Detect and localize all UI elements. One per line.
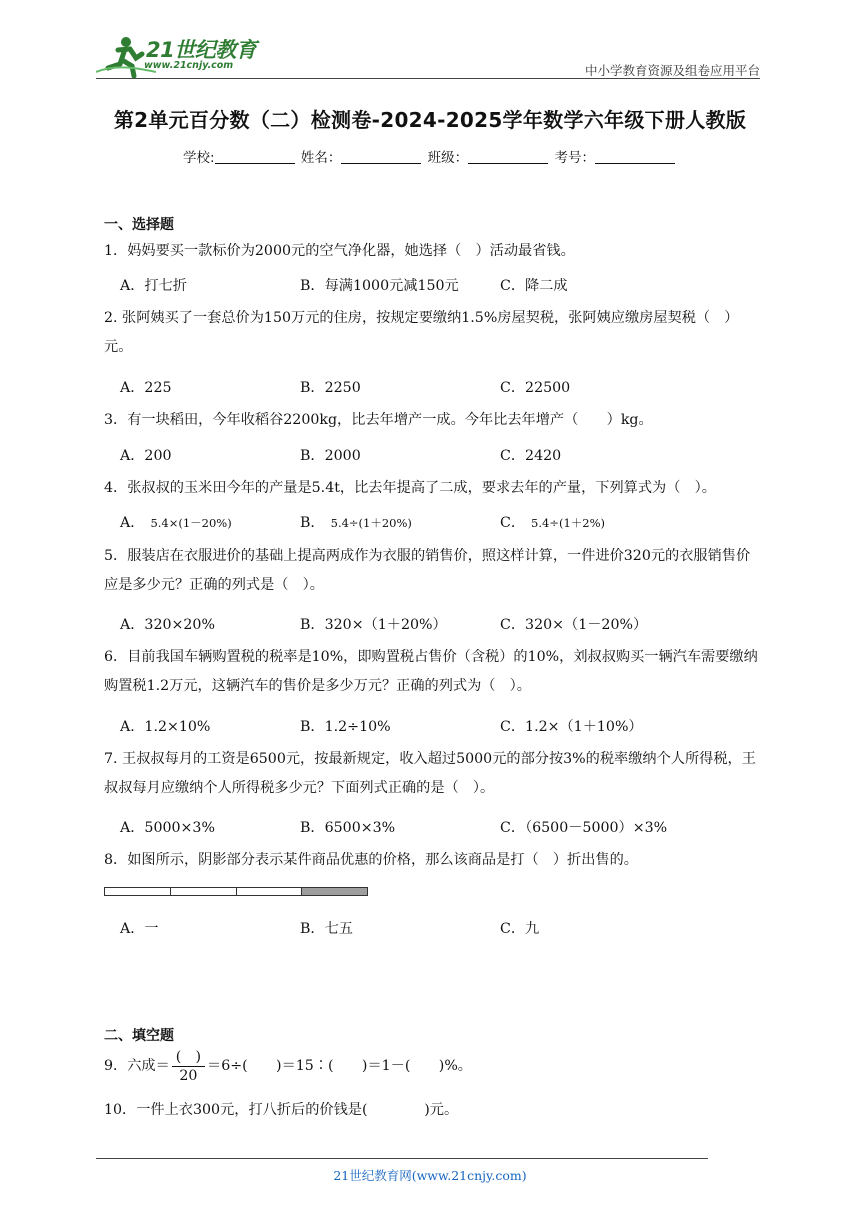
option-a[interactable]: A．打七折 [120,278,187,294]
discount-bar-diagram [104,887,368,896]
question-10: 10．一件上衣300元，打八折后的价钱是( )元。 [104,1102,459,1118]
student-info-row [0,146,860,166]
option-c[interactable]: C．1.2×（1＋10%） [500,719,643,735]
option-a[interactable]: A．一 [120,921,159,937]
platform-label: 中小学教育资源及组卷应用平台 [584,63,760,78]
option-c[interactable]: C．2420 [500,448,562,464]
option-b[interactable] [300,512,412,532]
question-2-options [120,377,740,401]
question-3-options [120,445,740,469]
q9-rest: ＝6÷( )＝15∶( )＝1－( )%。 [207,1058,472,1074]
question-4: 4．张叔叔的玉米田今年的产量是5.4t，比去年提高了二成，要求去年的产量，下列算式为（ ）。 [104,480,716,496]
question-3: 3．有一块稻田，今年收稻谷2200kg，比去年增产一成。今年比去年增产（ ）kg。 [104,412,653,428]
question-6: 6．目前我国车辆购置税的税率是10%，即购置税占售价（含税）的10%，刘叔叔购买一辆汽车需要缴纳购置税1.2万元，这辆汽车的售价是多少万元？正确的列式为（ ）。 [104,649,758,694]
question-6-options [120,716,740,740]
question-7: 7. 王叔叔每月的工资是6500元，按最新规定，收入超过5000元的部分按3%的税率缴纳个人所得税，王叔叔每月应缴纳个人所得税多少元？下面列式正确的是（ ）。 [104,751,756,796]
question-8-options [120,918,740,942]
school-label: 学校: [183,150,215,166]
option-a[interactable]: A．225 [120,380,172,396]
option-b[interactable]: B．每满1000元减150元 [300,278,459,294]
option-b[interactable]: B．2000 [300,448,361,464]
q9-numerator-blank[interactable]: ( ) [172,1048,205,1067]
question-8: 8．如图所示，阴影部分表示某件商品优惠的价格，那么该商品是打（ ）折出售的。 [104,852,638,868]
section-choice-heading: 一、选择题 [104,217,174,233]
option-a[interactable]: A．320×20% [120,617,215,633]
formula-b: 5.4÷(1＋20%) [330,516,412,530]
question-1-options [120,275,740,299]
header-divider [96,78,760,79]
option-b[interactable]: B．七五 [300,921,353,937]
name-label: 姓名： [300,150,342,166]
option-c-letter: C． [500,515,526,531]
option-c[interactable]: C．320×（1－20%） [500,617,648,633]
option-b[interactable]: B．2250 [300,380,361,396]
option-c[interactable]: C．降二成 [500,278,568,294]
exam-no-label: 考号： [554,150,595,166]
footer-divider [96,1158,708,1159]
name-field[interactable] [341,149,421,164]
exam-no-field[interactable] [595,149,675,164]
option-a[interactable]: A．200 [120,448,172,464]
class-label: 班级： [427,150,469,166]
section-fill-heading: 二、填空题 [104,1028,174,1044]
option-a[interactable] [120,512,232,532]
bar-segment-shaded [302,888,367,895]
q9-denominator: 20 [179,1067,198,1084]
question-5: 5．服装店在衣服进价的基础上提高两成作为衣服的销售价，照这样计算，一件进价320元的衣服销售价应是多少元？正确的列式是（ ）。 [104,548,751,593]
formula-c: 5.4÷(1＋2%) [531,516,606,530]
question-7-options [120,817,740,841]
class-field[interactable] [468,149,548,164]
option-b-letter: B． [300,515,325,531]
question-4-options [120,512,740,536]
logo-text: 21世纪教育 [146,38,257,62]
question-5-options [120,614,740,638]
question-9 [104,1046,764,1086]
question-2: 2. 张阿姨买了一套总价为150万元的住房，按规定要缴纳1.5%房屋契税，张阿姨应缴房屋契税（ ）元。 [104,310,739,355]
bar-segment [237,888,303,895]
bar-segment [171,888,237,895]
option-c[interactable]: C．（6500－5000）×3% [500,820,668,836]
option-b[interactable]: B．1.2÷10% [300,719,391,735]
option-c[interactable]: C．九 [500,921,540,937]
option-b[interactable]: B．6500×3% [300,820,396,836]
option-b[interactable]: B．320×（1＋20%） [300,617,447,633]
formula-a: 5.4×(1－20%) [150,516,232,530]
q9-prefix: 9．六成＝ [104,1058,170,1074]
option-c[interactable] [500,512,605,532]
footer-link[interactable]: 21世纪教育网(www.21cnjy.com) [333,1168,527,1183]
option-a[interactable]: A．1.2×10% [120,719,211,735]
school-field[interactable] [215,149,295,164]
logo-url: www.21cnjy.com [144,60,234,71]
q9-fraction [172,1048,205,1085]
option-a[interactable]: A．5000×3% [120,820,215,836]
bar-segment [105,888,171,895]
page-header [96,30,760,82]
option-c[interactable]: C．22500 [500,380,571,396]
option-a-letter: A． [120,515,145,531]
page-title: 第2单元百分数（二）检测卷-2024-2025学年数学六年级下册人教版 [113,108,747,132]
question-1: 1．妈妈要买一款标价为2000元的空气净化器，她选择（ ）活动最省钱。 [104,243,575,259]
